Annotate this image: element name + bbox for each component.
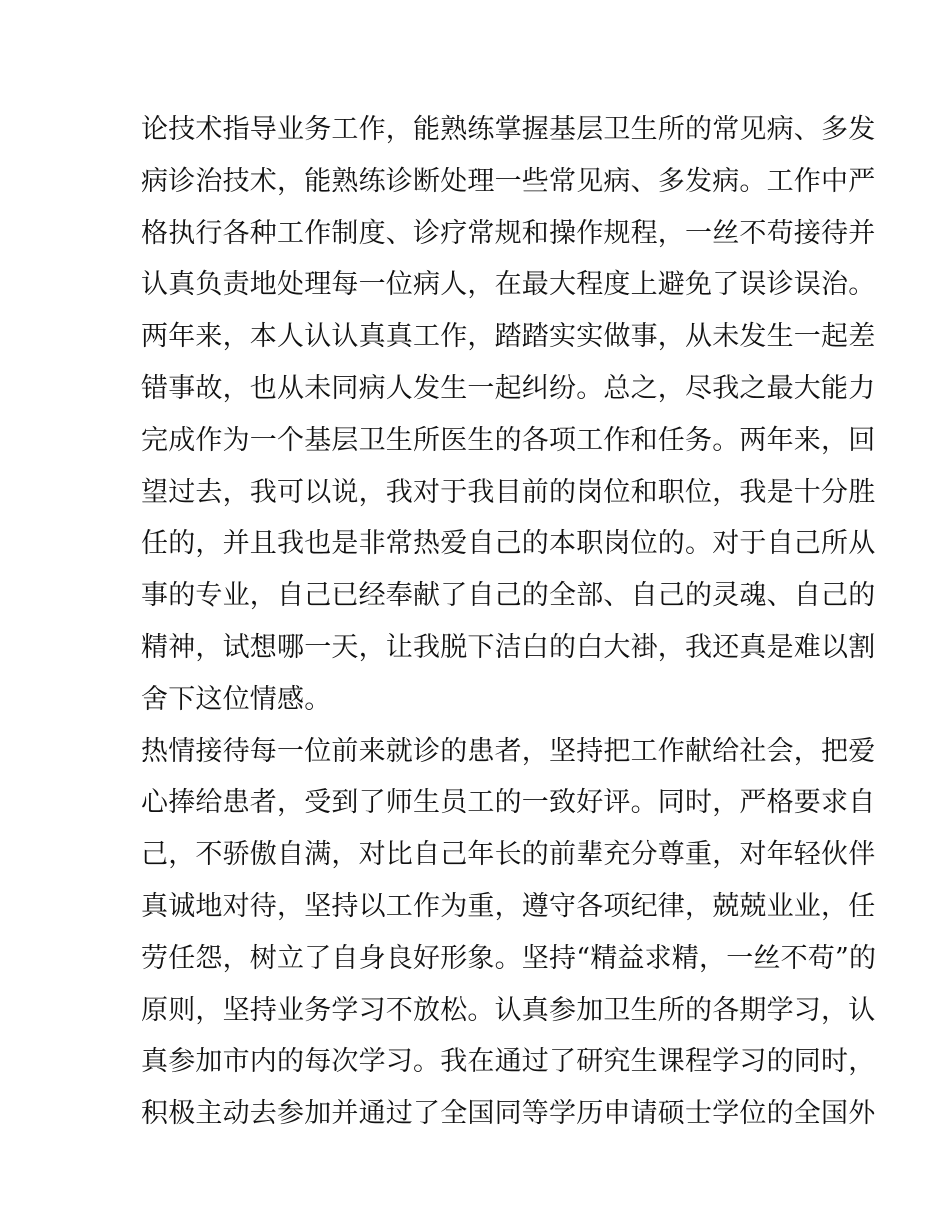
text-line: 真诚地对待，坚持以工作为重，遵守各项纪律，兢兢业业，任 (141, 890, 876, 922)
text-line: 真参加市内的每次学习。我在通过了研究生课程学习的同时， (141, 1046, 876, 1078)
text-line: 论技术指导业务工作，能熟练掌握基层卫生所的常见病、多发 (141, 114, 876, 145)
text-line: 病诊治技术，能熟练诊断处理一些常见病、多发病。工作中严 (141, 165, 876, 197)
text-line: 认真负责地处理每一位病人，在最大程度上避免了误诊误治。 (141, 269, 876, 301)
text-line: 任的，并且我也是非常热爱自己的本职岗位的。对于自己所从 (141, 528, 876, 560)
text-line: 己，不骄傲自满，对比自己年长的前辈充分尊重，对年轻伙伴 (141, 839, 876, 871)
text-line: 舍下这位情感。 (141, 683, 332, 715)
text-line: 热情接待每一位前来就诊的患者，坚持把工作献给社会，把爱 (141, 735, 876, 767)
text-line: 劳任怨，树立了自身良好形象。坚持“精益求精，一丝不苟”的 (141, 942, 877, 974)
text-line: 精神，试想哪一天，让我脱下洁白的白大褂，我还真是难以割 (141, 631, 876, 663)
text-line: 事的专业，自己已经奉献了自己的全部、自己的灵魂、自己的 (141, 580, 876, 612)
text-line: 积极主动去参加并通过了全国同等学历申请硕士学位的全国外 (141, 1098, 876, 1130)
text-line: 望过去，我可以说，我对于我目前的岗位和职位，我是十分胜 (141, 476, 876, 508)
text-line: 两年来，本人认认真真工作，踏踏实实做事，从未发生一起差 (141, 321, 876, 353)
text-line: 错事故，也从未同病人发生一起纠纷。总之，尽我之最大能力 (141, 372, 876, 404)
text-line: 完成作为一个基层卫生所医生的各项工作和任务。两年来，回 (141, 424, 876, 456)
text-line: 格执行各种工作制度、诊疗常规和操作规程，一丝不苟接待并 (141, 217, 876, 249)
text-line: 原则，坚持业务学习不放松。认真参加卫生所的各期学习，认 (141, 994, 876, 1026)
text-line: 心捧给患者，受到了师生员工的一致好评。同时，严格要求自 (141, 787, 876, 819)
body-text (141, 104, 877, 1140)
